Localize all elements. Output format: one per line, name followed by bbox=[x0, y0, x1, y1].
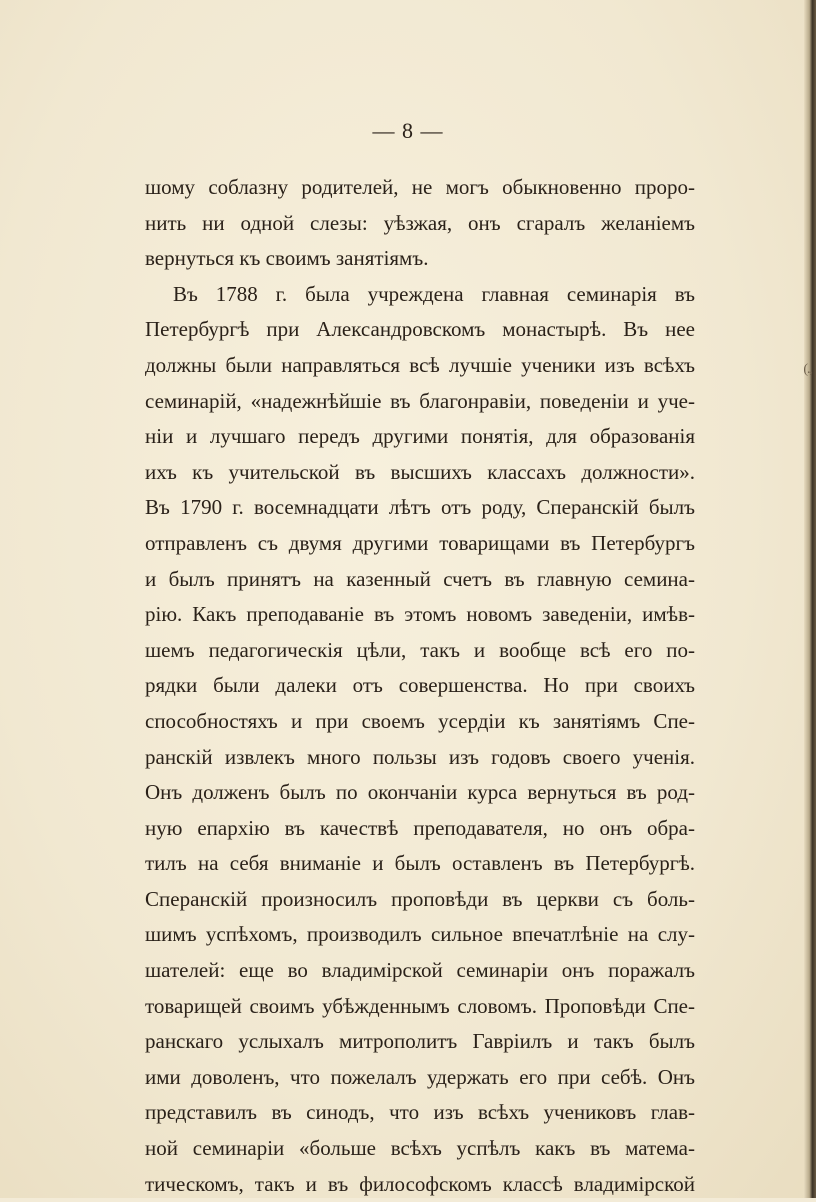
text-line: рію. Какъ преподаваніе въ этомъ новомъ заведеніи, имѣв- bbox=[145, 602, 695, 627]
text-line: Въ 1788 г. была учреждена главная семинарія въ bbox=[173, 281, 695, 306]
text-line: тилъ на себя вниманіе и былъ оставленъ въ Петербургѣ. bbox=[145, 851, 695, 876]
text-line: семинарій, «надежнѣйшіе въ благонравіи, поведеніи и уче- bbox=[145, 388, 695, 413]
text-line: ранскій извлекъ много пользы изъ годовъ своего ученія. bbox=[145, 744, 695, 769]
text-line: ной семинаріи «больше всѣхъ успѣлъ какъ въ матема- bbox=[145, 1136, 695, 1161]
text-line: ихъ къ учительской въ высшихъ классахъ должности». bbox=[145, 459, 695, 484]
text-line: и былъ принятъ на казенный счетъ въ главную семина- bbox=[145, 566, 695, 591]
body-text bbox=[145, 170, 695, 1202]
margin-mark: (., bbox=[803, 362, 812, 377]
text-line: рядки были далеки отъ совершенства. Но при своихъ bbox=[145, 673, 695, 698]
text-line: представилъ въ синодъ, что изъ всѣхъ учениковъ глав- bbox=[145, 1100, 695, 1125]
text-line: Сперанскій произносилъ проповѣди въ церкви съ боль- bbox=[145, 886, 695, 911]
text-line: шому соблазну родителей, не могъ обыкновенно проро- bbox=[145, 175, 695, 199]
text-line: шателей: еще во владимірской семинаріи онъ поражалъ bbox=[145, 958, 695, 983]
text-line: должны были направляться всѣ лучшіе ученики изъ всѣхъ bbox=[145, 352, 695, 377]
text-line: Петербургѣ при Александровскомъ монастырѣ. Въ нее bbox=[145, 317, 695, 342]
page-edge-shadow bbox=[804, 0, 816, 1198]
text-line: ную епархію въ качествѣ преподавателя, но онъ обра- bbox=[145, 815, 695, 840]
text-line: вернуться къ своимъ занятіямъ. bbox=[145, 246, 429, 271]
text-line: товарищей своимъ убѣжденнымъ словомъ. Проповѣди Спе- bbox=[145, 993, 695, 1018]
text-line: ими доволенъ, что пожелалъ удержать его при себѣ. Онъ bbox=[145, 1064, 695, 1089]
text-line: Въ 1790 г. восемнадцати лѣтъ отъ роду, Сперанскій былъ bbox=[145, 495, 695, 520]
text-line: шимъ успѣхомъ, производилъ сильное впечатлѣніе на слу- bbox=[145, 922, 695, 947]
text-line: отправленъ съ двумя другими товарищами въ Петербургъ bbox=[145, 530, 695, 555]
text-line: шемъ педагогическія цѣли, такъ и вообще всѣ его по- bbox=[145, 637, 695, 662]
page-number: — 8 — bbox=[372, 118, 444, 143]
text-line: нить ни одной слезы: уѣзжая, онъ сгаралъ желаніемъ bbox=[145, 210, 695, 235]
text-line: ніи и лучшаго передъ другими понятія, для образованія bbox=[145, 424, 695, 449]
text-line: ранскаго услыхалъ митрополитъ Гавріилъ и такъ былъ bbox=[145, 1029, 695, 1054]
text-line: способностяхъ и при своемъ усердіи къ занятіямъ Спе- bbox=[145, 708, 695, 733]
text-line: Онъ долженъ былъ по окончаніи курса вернуться въ род- bbox=[145, 780, 695, 805]
text-line: тическомъ, такъ и въ философскомъ классѣ владимірской bbox=[145, 1171, 695, 1196]
